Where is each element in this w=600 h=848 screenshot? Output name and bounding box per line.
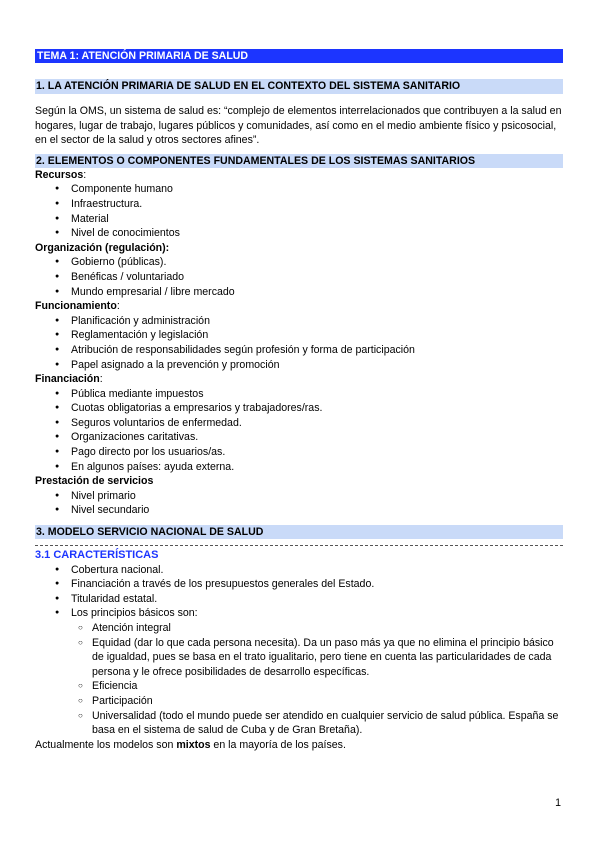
prestacion-label: Prestación de servicios [35, 475, 154, 488]
document-page [35, 49, 563, 752]
list-item: ● Financiación a través de los presupuestos generales del Estado. [35, 577, 563, 592]
list-item: ● Nivel secundario [35, 503, 563, 518]
list-item: ○ Universalidad (todo el mundo puede ser atendido en cualquier servicio de salud pública. España se basa en el sistema de salud de Cuba y de Gran Bretaña). [35, 709, 563, 738]
list-item: ○ Eficiencia [35, 679, 563, 694]
closing-paragraph: Actualmente los modelos son mixtos en la mayoría de los países. [35, 738, 346, 751]
list-item: ● Nivel primario [35, 489, 563, 504]
list-item: ● Benéficas / voluntariado [35, 270, 563, 285]
section-3-1-subheading: 3.1 CARACTERÍSTICAS [35, 549, 159, 562]
list-item: ● Cobertura nacional. [35, 563, 563, 578]
list-item: ● Cuotas obligatorias a empresarios y trabajadores/ras. [35, 401, 563, 416]
list-item: ● Componente humano [35, 182, 563, 197]
list-item: ● Reglamentación y legislación [35, 328, 563, 343]
funcionamiento-label: Funcionamiento: [35, 300, 120, 313]
section-2-heading: 2. ELEMENTOS O COMPONENTES FUNDAMENTALES DE LOS SISTEMAS SANITARIOS [35, 154, 563, 168]
organizacion-list [35, 255, 563, 299]
prestacion-list [35, 489, 563, 518]
list-item: ● Gobierno (públicas). [35, 255, 563, 270]
document-title: TEMA 1: ATENCIÓN PRIMARIA DE SALUD [35, 49, 563, 63]
list-item: ● Los principios básicos son: [35, 606, 563, 621]
list-item: ○ Atención integral [35, 621, 563, 636]
principios-list [35, 621, 563, 738]
list-item: ● Pago directo por los usuarios/as. [35, 445, 563, 460]
page-number: 1 [555, 797, 561, 809]
financiacion-list [35, 387, 563, 475]
list-item: ● Infraestructura. [35, 197, 563, 212]
list-item: ● Titularidad estatal. [35, 592, 563, 607]
list-item: ● Seguros voluntarios de enfermedad. [35, 416, 563, 431]
recursos-label: Recursos: [35, 168, 87, 181]
caracteristicas-list [35, 563, 563, 621]
list-item: ● Material [35, 212, 563, 227]
financiacion-label: Financiación: [35, 373, 103, 386]
organizacion-label: Organización (regulación): [35, 241, 170, 254]
list-item: ● Planificación y administración [35, 314, 563, 329]
list-item: ● En algunos países: ayuda externa. [35, 460, 563, 475]
section-3-heading: 3. MODELO SERVICIO NACIONAL DE SALUD [35, 525, 563, 539]
recursos-list [35, 182, 563, 240]
list-item: ● Atribución de responsabilidades según profesión y forma de participación [35, 343, 563, 358]
list-item: ○ Equidad (dar lo que cada persona necesita). Da un paso más ya que no elimina el principio básico de igualdad, pues se basa en el trato igualitario, pero tiene en cuenta las particularidades de cada persona y le ofrece posibilidades de desarrollo específicas. [35, 636, 563, 680]
list-item: ● Papel asignado a la prevención y promoción [35, 358, 563, 373]
funcionamiento-list [35, 314, 563, 372]
section-1-paragraph: Según la OMS, un sistema de salud es: “complejo de elementos interrelacionados que contribuyen a la salud en hogares, lugar de trabajo, lugares públicos y comunidades, así como en el medio ambiente físico y psicosocial, en el sector de la salud y otros sectores afines”. [35, 105, 562, 147]
list-item: ● Organizaciones caritativas. [35, 430, 563, 445]
list-item: ● Mundo empresarial / libre mercado [35, 285, 563, 300]
divider [35, 539, 563, 546]
section-1-heading: 1. LA ATENCIÓN PRIMARIA DE SALUD EN EL CONTEXTO DEL SISTEMA SANITARIO [35, 79, 563, 94]
list-item: ● Nivel de conocimientos [35, 226, 563, 241]
list-item: ● Pública mediante impuestos [35, 387, 563, 402]
list-item: ○ Participación [35, 694, 563, 709]
